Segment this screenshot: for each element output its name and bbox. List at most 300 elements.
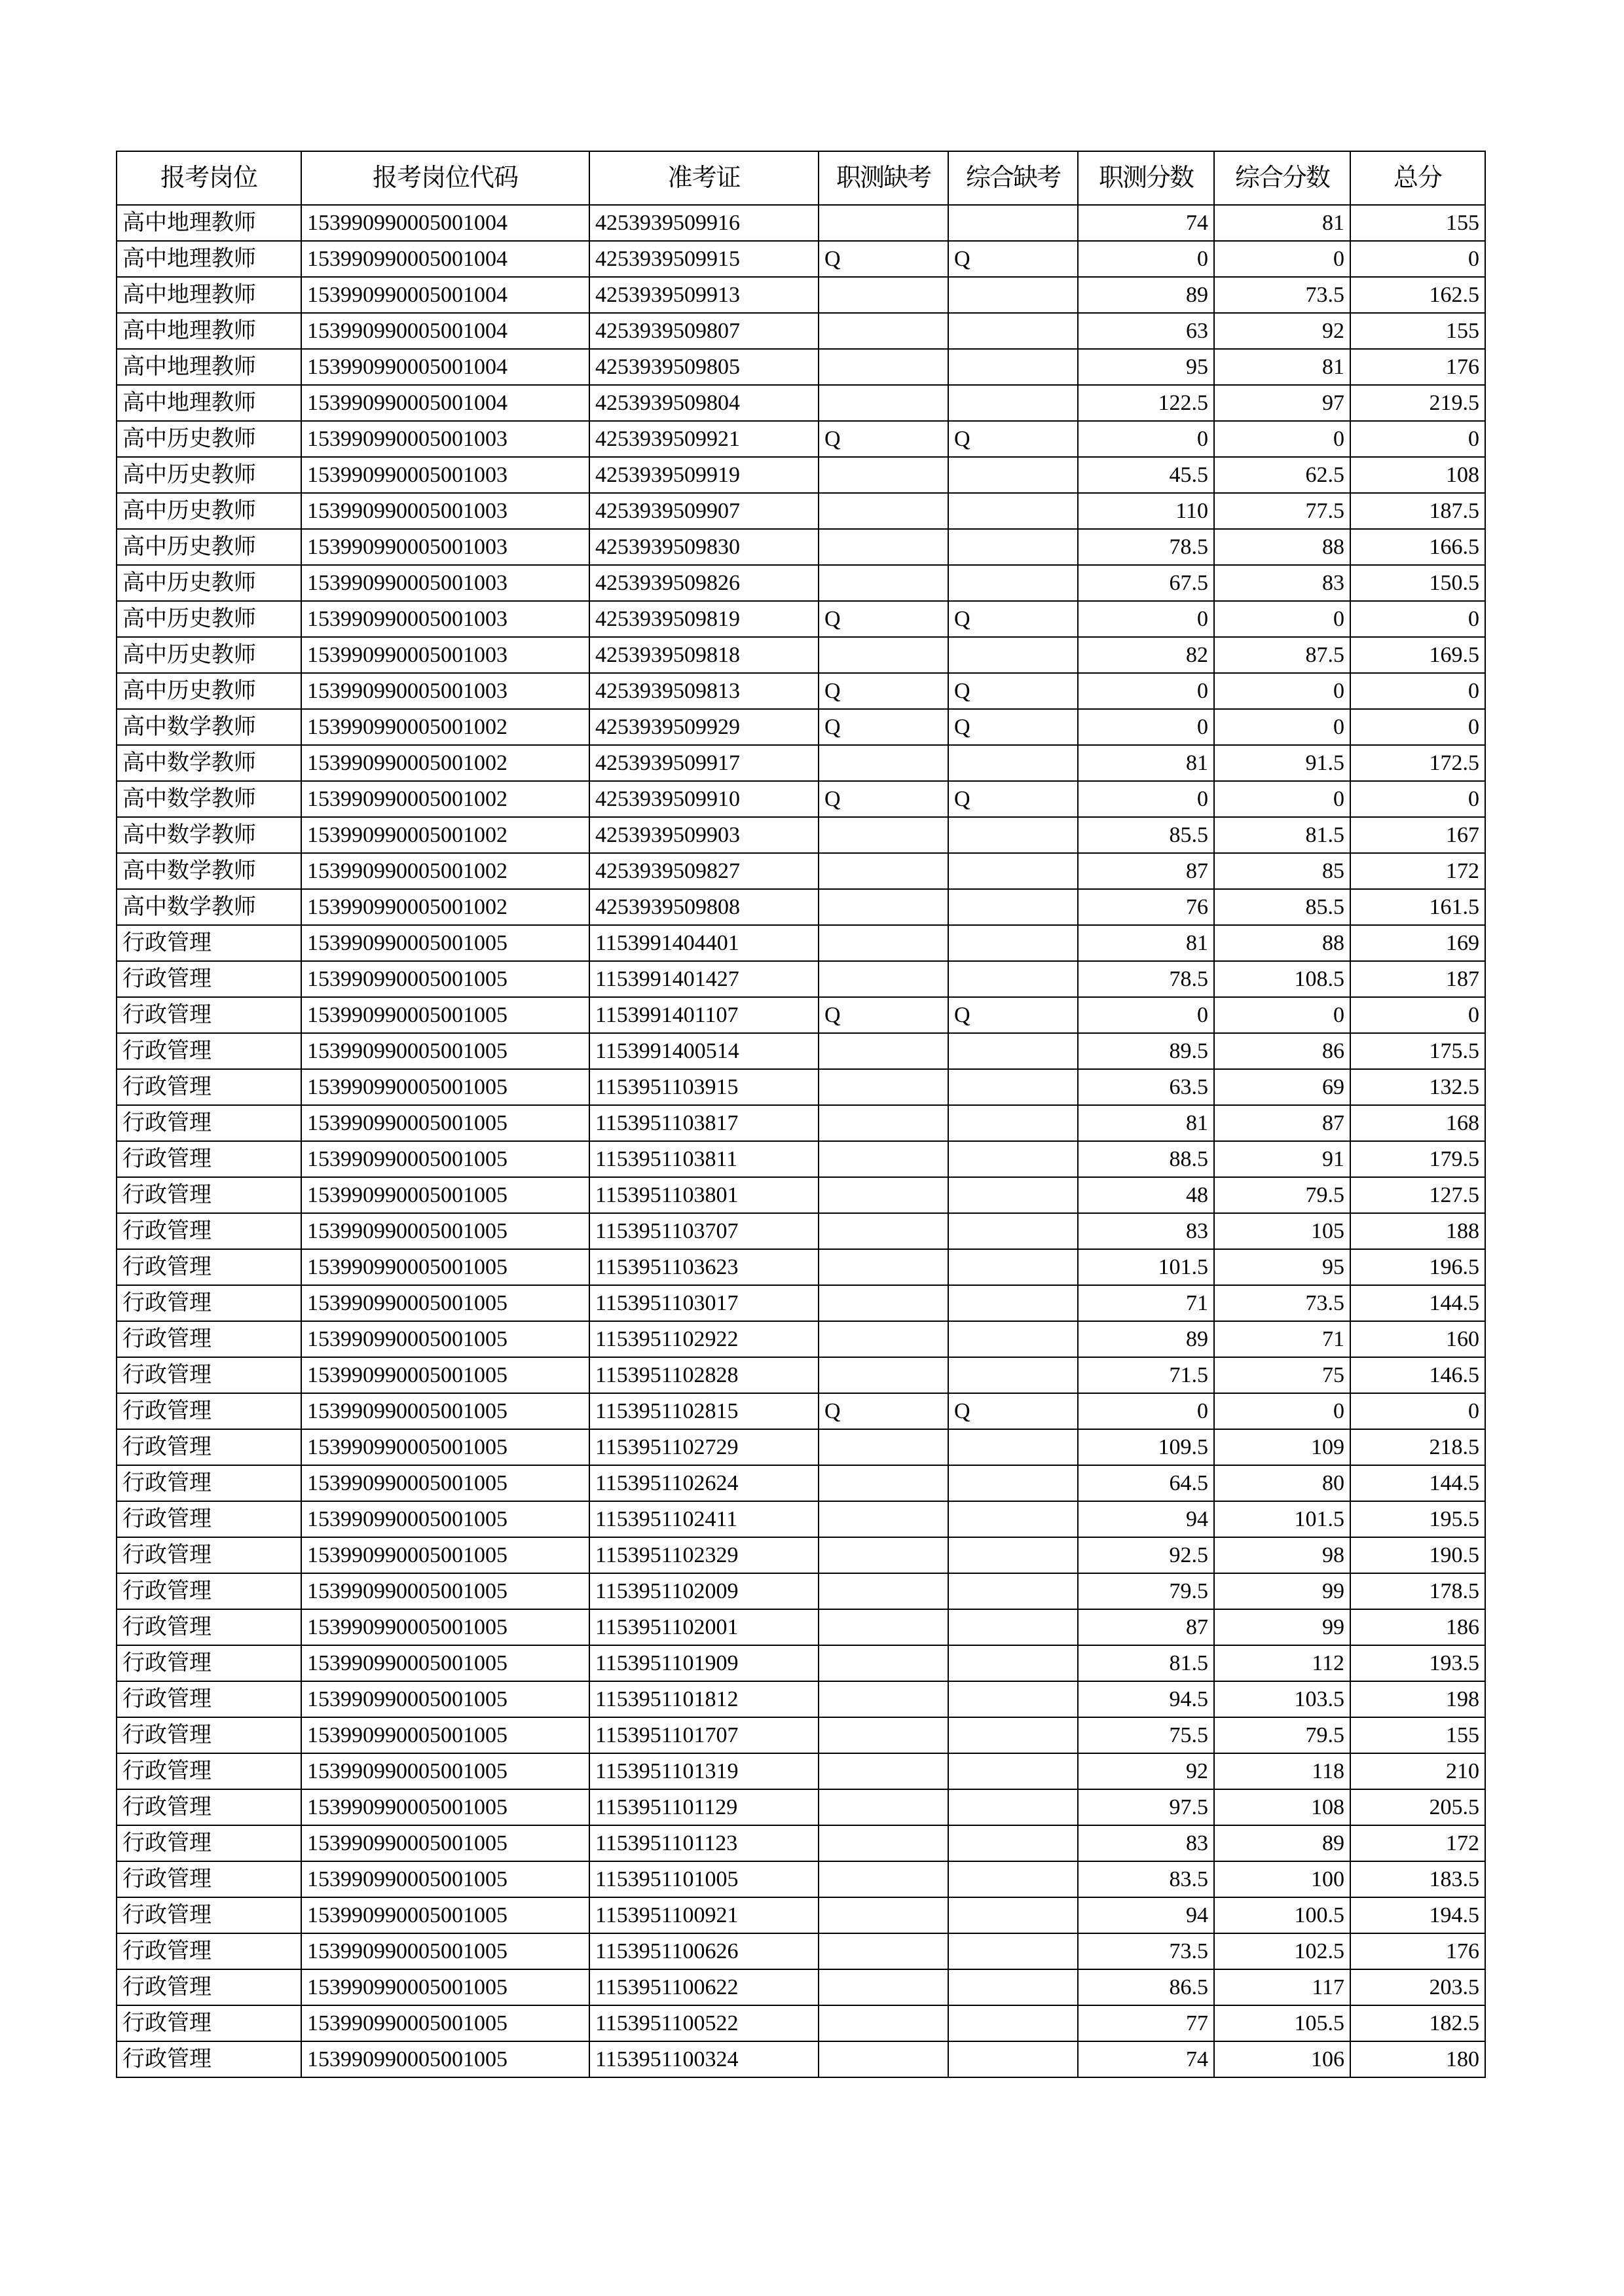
table-row xyxy=(117,781,1485,817)
cell-aptitude-absent xyxy=(819,565,948,601)
cell-comprehensive-absent xyxy=(948,1681,1078,1717)
cell-aptitude-score: 94.5 xyxy=(1078,1681,1214,1717)
cell-aptitude-score: 45.5 xyxy=(1078,457,1214,493)
table-row xyxy=(117,997,1485,1033)
cell-comprehensive-absent xyxy=(948,1573,1078,1609)
cell-aptitude-absent xyxy=(819,1429,948,1465)
cell-comprehensive-score: 100 xyxy=(1214,1861,1350,1897)
table-row xyxy=(117,889,1485,925)
table-row xyxy=(117,241,1485,277)
cell-aptitude-absent xyxy=(819,1105,948,1141)
cell-total-score: 180 xyxy=(1350,2041,1485,2077)
cell-aptitude-score: 78.5 xyxy=(1078,961,1214,997)
table-header xyxy=(117,151,1485,205)
cell-ticket-number: 4253939509929 xyxy=(589,709,819,745)
table-row xyxy=(117,205,1485,241)
cell-post-code: 153990990005001005 xyxy=(301,1645,589,1681)
cell-comprehensive-absent xyxy=(948,817,1078,853)
cell-aptitude-absent xyxy=(819,925,948,961)
cell-aptitude-absent xyxy=(819,1897,948,1933)
cell-ticket-number: 4253939509819 xyxy=(589,601,819,637)
cell-ticket-number: 4253939509921 xyxy=(589,421,819,457)
cell-comprehensive-absent xyxy=(948,349,1078,385)
table-row xyxy=(117,1357,1485,1393)
cell-post: 高中历史教师 xyxy=(117,421,301,457)
cell-total-score: 144.5 xyxy=(1350,1285,1485,1321)
table-row xyxy=(117,1681,1485,1717)
cell-comprehensive-score: 71 xyxy=(1214,1321,1350,1357)
cell-comprehensive-absent xyxy=(948,1825,1078,1861)
cell-comprehensive-score: 81 xyxy=(1214,205,1350,241)
cell-ticket-number: 4253939509903 xyxy=(589,817,819,853)
cell-comprehensive-score: 108 xyxy=(1214,1789,1350,1825)
cell-post-code: 153990990005001003 xyxy=(301,601,589,637)
cell-ticket-number: 4253939509813 xyxy=(589,673,819,709)
table-row xyxy=(117,1249,1485,1285)
cell-comprehensive-absent xyxy=(948,2041,1078,2077)
cell-total-score: 132.5 xyxy=(1350,1069,1485,1105)
cell-post: 高中地理教师 xyxy=(117,277,301,313)
cell-post: 行政管理 xyxy=(117,1033,301,1069)
table-row xyxy=(117,385,1485,421)
cell-aptitude-absent: Q xyxy=(819,421,948,457)
cell-comprehensive-absent: Q xyxy=(948,1393,1078,1429)
cell-aptitude-absent xyxy=(819,1357,948,1393)
cell-total-score: 127.5 xyxy=(1350,1177,1485,1213)
cell-aptitude-score: 81 xyxy=(1078,925,1214,961)
cell-post: 行政管理 xyxy=(117,1465,301,1501)
cell-comprehensive-score: 75 xyxy=(1214,1357,1350,1393)
cell-post-code: 153990990005001005 xyxy=(301,1897,589,1933)
cell-total-score: 219.5 xyxy=(1350,385,1485,421)
column-header-post: 报考岗位 xyxy=(117,151,301,205)
cell-comprehensive-absent: Q xyxy=(948,997,1078,1033)
cell-total-score: 0 xyxy=(1350,673,1485,709)
cell-aptitude-absent: Q xyxy=(819,781,948,817)
cell-ticket-number: 4253939509917 xyxy=(589,745,819,781)
cell-total-score: 155 xyxy=(1350,313,1485,349)
cell-post: 行政管理 xyxy=(117,1069,301,1105)
cell-total-score: 196.5 xyxy=(1350,1249,1485,1285)
cell-total-score: 0 xyxy=(1350,781,1485,817)
cell-aptitude-score: 87 xyxy=(1078,1609,1214,1645)
cell-comprehensive-absent xyxy=(948,1429,1078,1465)
cell-aptitude-absent xyxy=(819,1321,948,1357)
cell-aptitude-absent xyxy=(819,385,948,421)
cell-aptitude-score: 0 xyxy=(1078,1393,1214,1429)
cell-post-code: 153990990005001004 xyxy=(301,385,589,421)
cell-post-code: 153990990005001004 xyxy=(301,277,589,313)
cell-total-score: 172 xyxy=(1350,1825,1485,1861)
cell-ticket-number: 1153951102009 xyxy=(589,1573,819,1609)
cell-comprehensive-absent xyxy=(948,1861,1078,1897)
cell-aptitude-absent xyxy=(819,205,948,241)
cell-aptitude-absent xyxy=(819,889,948,925)
cell-aptitude-absent xyxy=(819,1825,948,1861)
cell-post: 行政管理 xyxy=(117,1573,301,1609)
cell-aptitude-absent xyxy=(819,1069,948,1105)
table-row xyxy=(117,1609,1485,1645)
table-row xyxy=(117,1537,1485,1573)
cell-post: 高中数学教师 xyxy=(117,817,301,853)
cell-comprehensive-absent xyxy=(948,1141,1078,1177)
cell-aptitude-score: 82 xyxy=(1078,637,1214,673)
cell-aptitude-absent xyxy=(819,1249,948,1285)
cell-aptitude-score: 101.5 xyxy=(1078,1249,1214,1285)
cell-comprehensive-absent xyxy=(948,205,1078,241)
cell-aptitude-absent xyxy=(819,1717,948,1753)
cell-post: 行政管理 xyxy=(117,1933,301,1969)
cell-ticket-number: 1153951102411 xyxy=(589,1501,819,1537)
cell-post-code: 153990990005001005 xyxy=(301,1861,589,1897)
cell-ticket-number: 1153951102922 xyxy=(589,1321,819,1357)
cell-comprehensive-absent xyxy=(948,1465,1078,1501)
cell-total-score: 183.5 xyxy=(1350,1861,1485,1897)
table-row xyxy=(117,817,1485,853)
cell-post-code: 153990990005001005 xyxy=(301,1609,589,1645)
cell-total-score: 144.5 xyxy=(1350,1465,1485,1501)
cell-aptitude-score: 0 xyxy=(1078,781,1214,817)
cell-total-score: 0 xyxy=(1350,421,1485,457)
cell-comprehensive-score: 102.5 xyxy=(1214,1933,1350,1969)
cell-aptitude-score: 77 xyxy=(1078,2005,1214,2041)
cell-comprehensive-score: 95 xyxy=(1214,1249,1350,1285)
cell-comprehensive-score: 101.5 xyxy=(1214,1501,1350,1537)
cell-ticket-number: 4253939509827 xyxy=(589,853,819,889)
table-row xyxy=(117,1321,1485,1357)
cell-total-score: 176 xyxy=(1350,349,1485,385)
cell-aptitude-absent xyxy=(819,961,948,997)
cell-aptitude-score: 94 xyxy=(1078,1897,1214,1933)
cell-comprehensive-score: 106 xyxy=(1214,2041,1350,2077)
cell-post-code: 153990990005001005 xyxy=(301,1537,589,1573)
cell-comprehensive-absent xyxy=(948,1753,1078,1789)
cell-total-score: 205.5 xyxy=(1350,1789,1485,1825)
cell-aptitude-absent xyxy=(819,1789,948,1825)
cell-ticket-number: 4253939509830 xyxy=(589,529,819,565)
cell-comprehensive-score: 88 xyxy=(1214,925,1350,961)
cell-post: 行政管理 xyxy=(117,2041,301,2077)
cell-aptitude-score: 83 xyxy=(1078,1213,1214,1249)
cell-aptitude-score: 83 xyxy=(1078,1825,1214,1861)
cell-post: 高中数学教师 xyxy=(117,853,301,889)
cell-comprehensive-absent xyxy=(948,1645,1078,1681)
cell-post-code: 153990990005001005 xyxy=(301,1141,589,1177)
cell-aptitude-absent xyxy=(819,1753,948,1789)
cell-aptitude-score: 63.5 xyxy=(1078,1069,1214,1105)
cell-aptitude-absent: Q xyxy=(819,709,948,745)
cell-comprehensive-score: 105 xyxy=(1214,1213,1350,1249)
cell-comprehensive-score: 73.5 xyxy=(1214,1285,1350,1321)
cell-post-code: 153990990005001005 xyxy=(301,1969,589,2005)
cell-comprehensive-score: 79.5 xyxy=(1214,1717,1350,1753)
cell-post-code: 153990990005001004 xyxy=(301,241,589,277)
cell-comprehensive-absent xyxy=(948,277,1078,313)
cell-comprehensive-score: 69 xyxy=(1214,1069,1350,1105)
cell-post: 行政管理 xyxy=(117,1501,301,1537)
cell-ticket-number: 1153951103801 xyxy=(589,1177,819,1213)
cell-post: 行政管理 xyxy=(117,1861,301,1897)
cell-aptitude-absent xyxy=(819,1933,948,1969)
cell-aptitude-score: 81 xyxy=(1078,745,1214,781)
cell-aptitude-absent xyxy=(819,1141,948,1177)
cell-post: 高中历史教师 xyxy=(117,637,301,673)
cell-ticket-number: 1153951100522 xyxy=(589,2005,819,2041)
cell-ticket-number: 1153951100324 xyxy=(589,2041,819,2077)
cell-post: 行政管理 xyxy=(117,1717,301,1753)
cell-aptitude-score: 71 xyxy=(1078,1285,1214,1321)
cell-aptitude-score: 110 xyxy=(1078,493,1214,529)
cell-ticket-number: 1153951101319 xyxy=(589,1753,819,1789)
cell-post: 高中地理教师 xyxy=(117,313,301,349)
cell-post-code: 153990990005001005 xyxy=(301,1357,589,1393)
cell-aptitude-absent xyxy=(819,2041,948,2077)
table-row xyxy=(117,1645,1485,1681)
table-row xyxy=(117,2005,1485,2041)
cell-comprehensive-score: 0 xyxy=(1214,673,1350,709)
cell-comprehensive-score: 91.5 xyxy=(1214,745,1350,781)
cell-post-code: 153990990005001005 xyxy=(301,1825,589,1861)
cell-comprehensive-absent xyxy=(948,1933,1078,1969)
cell-comprehensive-score: 88 xyxy=(1214,529,1350,565)
cell-ticket-number: 1153951101909 xyxy=(589,1645,819,1681)
cell-post: 高中历史教师 xyxy=(117,457,301,493)
table-row xyxy=(117,745,1485,781)
cell-aptitude-absent xyxy=(819,349,948,385)
cell-post: 行政管理 xyxy=(117,1285,301,1321)
cell-comprehensive-score: 99 xyxy=(1214,1573,1350,1609)
cell-post-code: 153990990005001005 xyxy=(301,961,589,997)
cell-total-score: 176 xyxy=(1350,1933,1485,1969)
cell-post: 高中地理教师 xyxy=(117,349,301,385)
table-row xyxy=(117,1033,1485,1069)
cell-total-score: 182.5 xyxy=(1350,2005,1485,2041)
table-row xyxy=(117,925,1485,961)
cell-ticket-number: 1153951102329 xyxy=(589,1537,819,1573)
cell-comprehensive-absent: Q xyxy=(948,601,1078,637)
cell-ticket-number: 1153951103623 xyxy=(589,1249,819,1285)
cell-aptitude-absent xyxy=(819,313,948,349)
cell-total-score: 195.5 xyxy=(1350,1501,1485,1537)
cell-ticket-number: 4253939509807 xyxy=(589,313,819,349)
table-row xyxy=(117,1177,1485,1213)
cell-comprehensive-absent xyxy=(948,889,1078,925)
table-row xyxy=(117,1717,1485,1753)
cell-comprehensive-score: 0 xyxy=(1214,781,1350,817)
cell-total-score: 172 xyxy=(1350,853,1485,889)
cell-ticket-number: 1153951103817 xyxy=(589,1105,819,1141)
cell-aptitude-score: 83.5 xyxy=(1078,1861,1214,1897)
cell-comprehensive-absent xyxy=(948,1177,1078,1213)
cell-total-score: 150.5 xyxy=(1350,565,1485,601)
cell-aptitude-score: 63 xyxy=(1078,313,1214,349)
cell-aptitude-score: 0 xyxy=(1078,241,1214,277)
cell-aptitude-absent xyxy=(819,1177,948,1213)
cell-comprehensive-score: 105.5 xyxy=(1214,2005,1350,2041)
table-row xyxy=(117,1897,1485,1933)
cell-comprehensive-score: 109 xyxy=(1214,1429,1350,1465)
cell-aptitude-absent xyxy=(819,817,948,853)
cell-post-code: 153990990005001002 xyxy=(301,745,589,781)
table-row xyxy=(117,1753,1485,1789)
column-header-comprehensive-score: 综合分数 xyxy=(1214,151,1350,205)
cell-comprehensive-score: 85 xyxy=(1214,853,1350,889)
cell-comprehensive-score: 89 xyxy=(1214,1825,1350,1861)
cell-total-score: 187 xyxy=(1350,961,1485,997)
cell-comprehensive-score: 117 xyxy=(1214,1969,1350,2005)
cell-post-code: 153990990005001005 xyxy=(301,1177,589,1213)
cell-ticket-number: 1153951102815 xyxy=(589,1393,819,1429)
cell-aptitude-score: 75.5 xyxy=(1078,1717,1214,1753)
cell-comprehensive-score: 81 xyxy=(1214,349,1350,385)
cell-comprehensive-score: 97 xyxy=(1214,385,1350,421)
cell-aptitude-score: 74 xyxy=(1078,2041,1214,2077)
cell-aptitude-score: 79.5 xyxy=(1078,1573,1214,1609)
cell-post: 行政管理 xyxy=(117,1825,301,1861)
cell-post-code: 153990990005001003 xyxy=(301,673,589,709)
table-row xyxy=(117,1141,1485,1177)
column-header-aptitude-score: 职测分数 xyxy=(1078,151,1214,205)
cell-total-score: 162.5 xyxy=(1350,277,1485,313)
cell-comprehensive-score: 92 xyxy=(1214,313,1350,349)
cell-comprehensive-absent xyxy=(948,1069,1078,1105)
cell-comprehensive-absent xyxy=(948,1213,1078,1249)
cell-comprehensive-score: 87 xyxy=(1214,1105,1350,1141)
cell-post: 行政管理 xyxy=(117,925,301,961)
cell-total-score: 172.5 xyxy=(1350,745,1485,781)
cell-ticket-number: 1153951103707 xyxy=(589,1213,819,1249)
cell-ticket-number: 4253939509907 xyxy=(589,493,819,529)
cell-aptitude-score: 0 xyxy=(1078,673,1214,709)
cell-total-score: 198 xyxy=(1350,1681,1485,1717)
cell-ticket-number: 4253939509916 xyxy=(589,205,819,241)
table-row xyxy=(117,1825,1485,1861)
cell-aptitude-score: 122.5 xyxy=(1078,385,1214,421)
cell-aptitude-absent xyxy=(819,457,948,493)
cell-ticket-number: 4253939509808 xyxy=(589,889,819,925)
cell-post: 行政管理 xyxy=(117,1141,301,1177)
cell-aptitude-absent xyxy=(819,1465,948,1501)
cell-ticket-number: 1153951103017 xyxy=(589,1285,819,1321)
table-row xyxy=(117,1285,1485,1321)
cell-aptitude-score: 89 xyxy=(1078,1321,1214,1357)
cell-total-score: 160 xyxy=(1350,1321,1485,1357)
cell-ticket-number: 4253939509805 xyxy=(589,349,819,385)
cell-post: 高中地理教师 xyxy=(117,241,301,277)
cell-comprehensive-score: 81.5 xyxy=(1214,817,1350,853)
cell-comprehensive-score: 100.5 xyxy=(1214,1897,1350,1933)
cell-total-score: 167 xyxy=(1350,817,1485,853)
cell-aptitude-score: 71.5 xyxy=(1078,1357,1214,1393)
cell-ticket-number: 1153951100626 xyxy=(589,1933,819,1969)
cell-aptitude-absent xyxy=(819,1033,948,1069)
cell-post: 行政管理 xyxy=(117,1321,301,1357)
cell-comprehensive-absent xyxy=(948,1357,1078,1393)
cell-aptitude-absent: Q xyxy=(819,601,948,637)
cell-comprehensive-score: 77.5 xyxy=(1214,493,1350,529)
cell-aptitude-score: 76 xyxy=(1078,889,1214,925)
table-row xyxy=(117,1573,1485,1609)
cell-post: 行政管理 xyxy=(117,997,301,1033)
column-header-aptitude-absent: 职测缺考 xyxy=(819,151,948,205)
cell-post-code: 153990990005001005 xyxy=(301,1681,589,1717)
cell-aptitude-score: 86.5 xyxy=(1078,1969,1214,2005)
cell-post: 高中历史教师 xyxy=(117,529,301,565)
table-row xyxy=(117,1789,1485,1825)
cell-comprehensive-score: 103.5 xyxy=(1214,1681,1350,1717)
cell-ticket-number: 1153991400514 xyxy=(589,1033,819,1069)
exam-results-table xyxy=(116,151,1486,2078)
cell-post: 行政管理 xyxy=(117,1537,301,1573)
cell-comprehensive-absent xyxy=(948,637,1078,673)
cell-comprehensive-absent xyxy=(948,1789,1078,1825)
cell-aptitude-absent xyxy=(819,1501,948,1537)
cell-post-code: 153990990005001005 xyxy=(301,1465,589,1501)
cell-comprehensive-absent xyxy=(948,1897,1078,1933)
table-row xyxy=(117,277,1485,313)
cell-post: 行政管理 xyxy=(117,1177,301,1213)
cell-comprehensive-absent xyxy=(948,1609,1078,1645)
cell-comprehensive-absent: Q xyxy=(948,709,1078,745)
table-row xyxy=(117,1969,1485,2005)
cell-ticket-number: 1153951100622 xyxy=(589,1969,819,2005)
column-header-total-score: 总分 xyxy=(1350,151,1485,205)
cell-aptitude-absent xyxy=(819,2005,948,2041)
cell-comprehensive-score: 0 xyxy=(1214,601,1350,637)
cell-post: 行政管理 xyxy=(117,1681,301,1717)
cell-ticket-number: 1153951102624 xyxy=(589,1465,819,1501)
cell-ticket-number: 4253939509910 xyxy=(589,781,819,817)
cell-post-code: 153990990005001005 xyxy=(301,1321,589,1357)
column-header-post-code: 报考岗位代码 xyxy=(301,151,589,205)
cell-post-code: 153990990005001005 xyxy=(301,1033,589,1069)
cell-aptitude-absent xyxy=(819,1609,948,1645)
cell-comprehensive-score: 0 xyxy=(1214,1393,1350,1429)
cell-post: 行政管理 xyxy=(117,961,301,997)
cell-post-code: 153990990005001005 xyxy=(301,997,589,1033)
cell-comprehensive-absent xyxy=(948,961,1078,997)
cell-total-score: 0 xyxy=(1350,601,1485,637)
cell-post: 高中数学教师 xyxy=(117,781,301,817)
table-row xyxy=(117,709,1485,745)
cell-post: 高中地理教师 xyxy=(117,205,301,241)
cell-post-code: 153990990005001003 xyxy=(301,457,589,493)
cell-aptitude-absent xyxy=(819,529,948,565)
cell-post: 高中历史教师 xyxy=(117,493,301,529)
cell-aptitude-absent xyxy=(819,1861,948,1897)
cell-ticket-number: 1153991404401 xyxy=(589,925,819,961)
cell-total-score: 146.5 xyxy=(1350,1357,1485,1393)
cell-aptitude-absent: Q xyxy=(819,673,948,709)
table-row xyxy=(117,493,1485,529)
cell-total-score: 210 xyxy=(1350,1753,1485,1789)
cell-ticket-number: 1153951103811 xyxy=(589,1141,819,1177)
cell-post: 行政管理 xyxy=(117,1249,301,1285)
table-row xyxy=(117,565,1485,601)
cell-ticket-number: 1153951101123 xyxy=(589,1825,819,1861)
cell-post-code: 153990990005001003 xyxy=(301,637,589,673)
cell-total-score: 161.5 xyxy=(1350,889,1485,925)
cell-post-code: 153990990005001005 xyxy=(301,2041,589,2077)
cell-comprehensive-score: 83 xyxy=(1214,565,1350,601)
cell-post: 高中历史教师 xyxy=(117,673,301,709)
cell-post-code: 153990990005001005 xyxy=(301,1285,589,1321)
cell-aptitude-absent: Q xyxy=(819,997,948,1033)
cell-post-code: 153990990005001005 xyxy=(301,1717,589,1753)
cell-aptitude-score: 92 xyxy=(1078,1753,1214,1789)
cell-total-score: 178.5 xyxy=(1350,1573,1485,1609)
cell-total-score: 166.5 xyxy=(1350,529,1485,565)
